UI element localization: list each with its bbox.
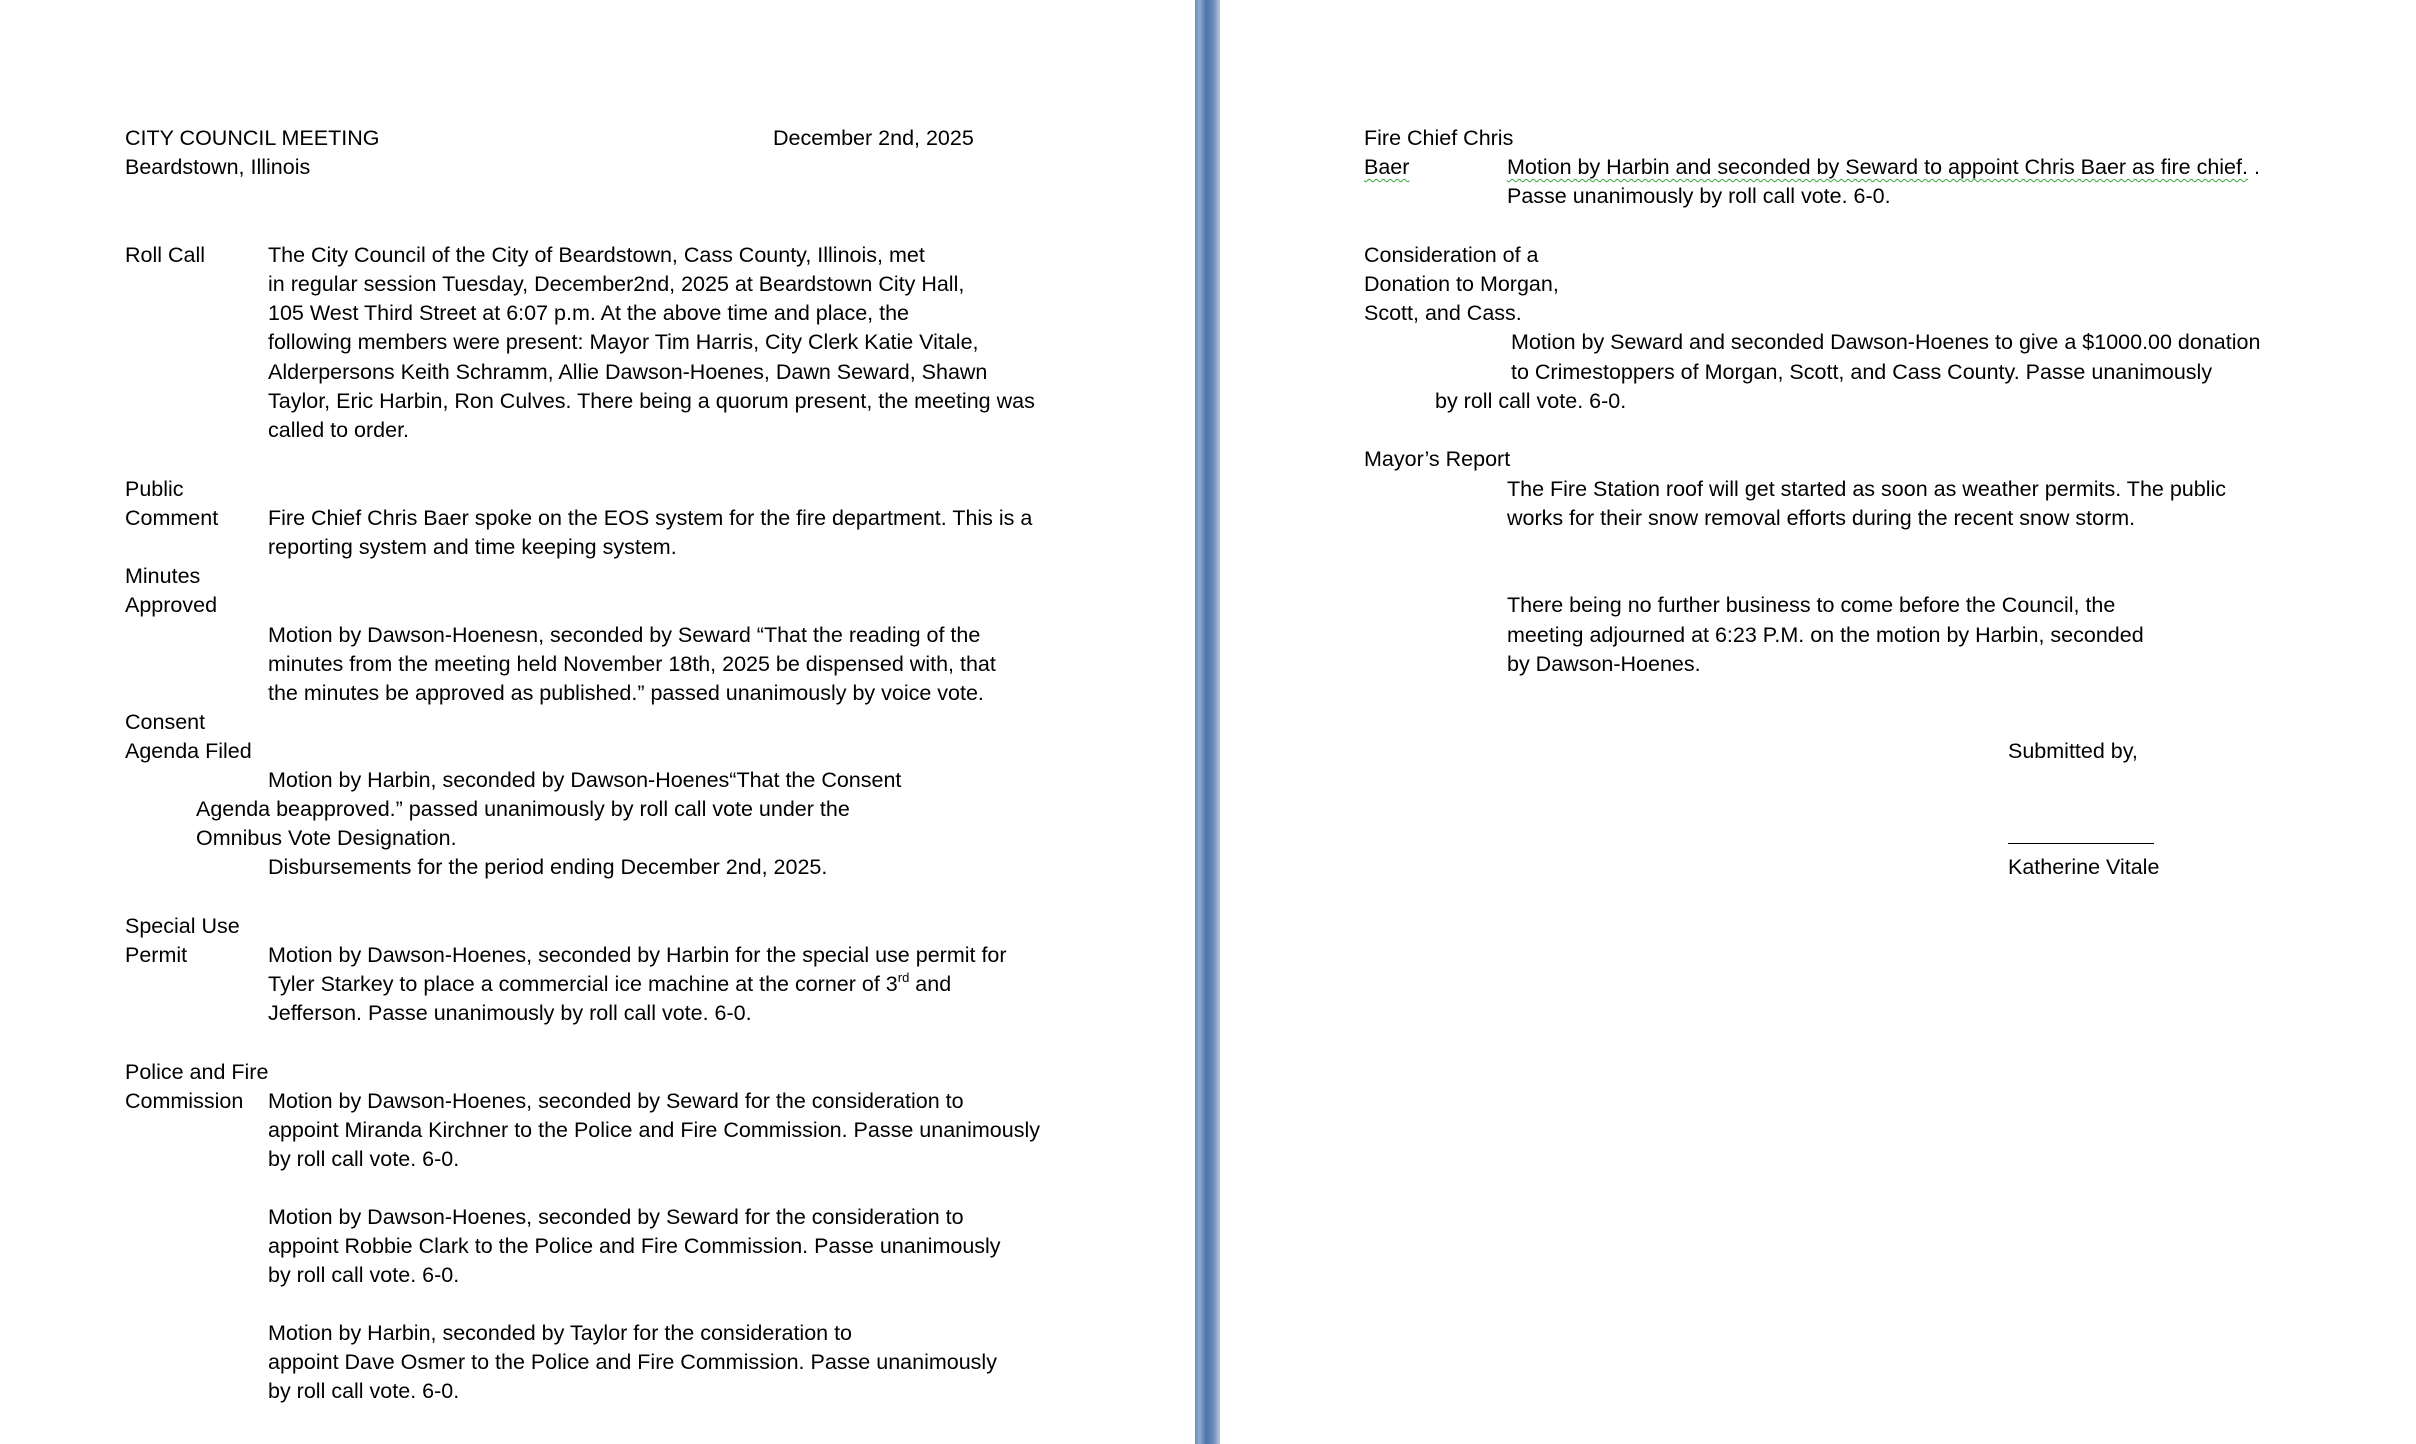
roll-call-line: 105 West Third Street at 6:07 p.m. At the above time and place, the xyxy=(268,301,910,325)
police-fire-motion-line: appoint Robbie Clark to the Police and Fire Commission. Passe unanimously xyxy=(268,1234,1001,1258)
roll-call-line: The City Council of the City of Beardstown, Cass County, Illinois, met xyxy=(268,243,925,267)
minutes-approved-label: Approved xyxy=(125,593,218,617)
police-fire-motion-line: appoint Miranda Kirchner to the Police and Fire Commission. Passe unanimously xyxy=(268,1118,1040,1142)
page-divider xyxy=(1195,0,1220,1444)
police-fire-label: Police and Fire xyxy=(125,1060,269,1084)
mayors-report-label: Mayor’s Report xyxy=(1364,447,1511,471)
special-use-line: Tyler Starkey to place a commercial ice machine at the corner of 3rd and xyxy=(268,970,952,996)
police-fire-label: Commission xyxy=(125,1089,244,1113)
special-use-label: Special Use xyxy=(125,914,240,938)
public-comment-label: Comment xyxy=(125,506,219,530)
special-use-label: Permit xyxy=(125,943,188,967)
fire-chief-label: Baer xyxy=(1364,155,1410,179)
mayors-report-line: The Fire Station roof will get started as soon as weather permits. The public xyxy=(1507,477,2227,501)
minutes-approved-line: the minutes be approved as published.” passed unanimously by voice vote. xyxy=(268,681,984,705)
police-fire-motion-line: Motion by Harbin, seconded by Taylor for the consideration to xyxy=(268,1321,853,1345)
donation-line: to Crimestoppers of Morgan, Scott, and Cass County. Passe unanimously xyxy=(1511,360,2213,384)
consent-agenda-line: Agenda beapproved.” passed unanimously by roll call vote under the xyxy=(196,797,850,821)
minutes-approved-line: Motion by Dawson-Hoenesn, seconded by Seward “That the reading of the xyxy=(268,623,981,647)
roll-call-label: Roll Call xyxy=(125,243,206,267)
adjournment-line: There being no further business to come before the Council, the xyxy=(1507,593,2116,617)
submitted-by: Submitted by, xyxy=(2008,739,2138,763)
adjournment-line: meeting adjourned at 6:23 P.M. on the motion by Harbin, seconded xyxy=(1507,623,2144,647)
fire-chief-motion: Motion by Harbin and seconded by Seward to appoint Chris Baer as fire chief. . xyxy=(1507,155,2260,179)
left-page xyxy=(0,0,1195,1444)
consent-agenda-label: Agenda Filed xyxy=(125,739,252,763)
roll-call-line: Taylor, Eric Harbin, Ron Culves. There being a quorum present, the meeting was xyxy=(268,389,1035,413)
right-page xyxy=(1220,0,2416,1444)
police-fire-motion-line: by roll call vote. 6-0. xyxy=(268,1263,460,1287)
donation-line: Motion by Seward and seconded Dawson-Hoenes to give a $1000.00 donation xyxy=(1511,330,2261,354)
consent-agenda-label: Consent xyxy=(125,710,206,734)
minutes-approved-line: minutes from the meeting held November 18th, 2025 be dispensed with, that xyxy=(268,652,996,676)
disbursements-line: Disbursements for the period ending December 2nd, 2025. xyxy=(268,855,828,879)
donation-label: Scott, and Cass. xyxy=(1364,301,1522,325)
signer-name: Katherine Vitale xyxy=(2008,855,2160,879)
police-fire-motion-line: by roll call vote. 6-0. xyxy=(268,1379,460,1403)
roll-call-line: in regular session Tuesday, December2nd, 2025 at Beardstown City Hall, xyxy=(268,272,965,296)
mayors-report-line: works for their snow removal efforts during the recent snow storm. xyxy=(1507,506,2136,530)
police-fire-motion-line: appoint Dave Osmer to the Police and Fire Commission. Passe unanimously xyxy=(268,1350,997,1374)
roll-call-line: Alderpersons Keith Schramm, Allie Dawson-Hoenes, Dawn Seward, Shawn xyxy=(268,360,988,384)
signature-line xyxy=(2008,843,2154,844)
meeting-title: CITY COUNCIL MEETING xyxy=(125,126,380,150)
police-fire-motion-line: Motion by Dawson-Hoenes, seconded by Seward for the consideration to xyxy=(268,1089,964,1113)
fire-chief-result: Passe unanimously by roll call vote. 6-0. xyxy=(1507,184,1891,208)
police-fire-motion-line: Motion by Dawson-Hoenes, seconded by Seward for the consideration to xyxy=(268,1205,964,1229)
special-use-line: Jefferson. Passe unanimously by roll call vote. 6-0. xyxy=(268,1001,752,1025)
police-fire-motion-line: by roll call vote. 6-0. xyxy=(268,1147,460,1171)
meeting-location: Beardstown, Illinois xyxy=(125,155,311,179)
fire-chief-label: Fire Chief Chris xyxy=(1364,126,1514,150)
minutes-approved-label: Minutes xyxy=(125,564,201,588)
donation-line: by roll call vote. 6-0. xyxy=(1435,389,1627,413)
meeting-date: December 2nd, 2025 xyxy=(773,126,974,150)
roll-call-line: following members were present: Mayor Tim Harris, City Clerk Katie Vitale, xyxy=(268,330,979,354)
adjournment-line: by Dawson-Hoenes. xyxy=(1507,652,1701,676)
public-comment-line: Fire Chief Chris Baer spoke on the EOS system for the fire department. This is a xyxy=(268,506,1033,530)
public-comment-label: Public xyxy=(125,477,184,501)
consent-agenda-line: Omnibus Vote Designation. xyxy=(196,826,457,850)
donation-label: Consideration of a xyxy=(1364,243,1539,267)
consent-agenda-line: Motion by Harbin, seconded by Dawson-Hoenes“That the Consent xyxy=(268,768,902,792)
special-use-line: Motion by Dawson-Hoenes, seconded by Harbin for the special use permit for xyxy=(268,943,1007,967)
donation-label: Donation to Morgan, xyxy=(1364,272,1559,296)
roll-call-line: called to order. xyxy=(268,418,410,442)
public-comment-line: reporting system and time keeping system. xyxy=(268,535,677,559)
